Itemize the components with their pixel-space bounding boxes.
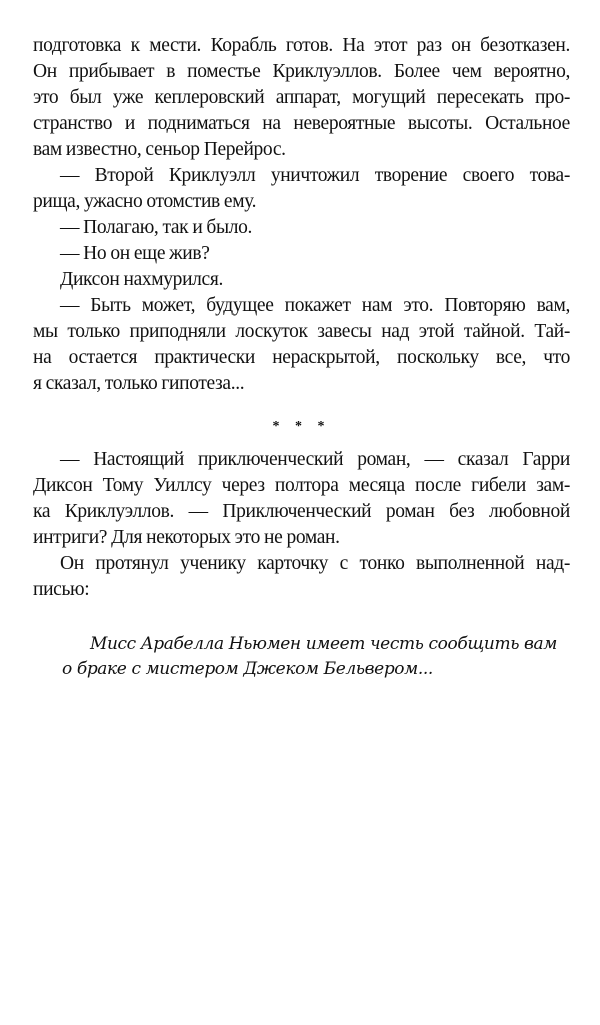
dialogue-paragraph (33, 241, 570, 267)
narration-paragraph (33, 551, 570, 603)
text-line: на остается практически нераскрытой, поскольку все, что (33, 347, 570, 368)
text-line: — Быть может, будущее покажет нам это. Повторяю вам, (60, 295, 570, 316)
text-line: Он протянул ученику карточку с тонко выполненной над- (60, 553, 570, 574)
text-line: Диксон нахмурился. (60, 269, 223, 290)
text-line: мы только приподняли лоскуток завесы над этой тайной. Тай- (33, 321, 570, 342)
text-line: подготовка к мести. Корабль готов. На этот раз он безотказен. (33, 35, 570, 56)
section-separator: * * * (272, 419, 331, 434)
text-line: — Но он еще жив? (60, 243, 210, 264)
text-line: Мисс Арабелла Ньюмен имеет честь сообщить вам (90, 634, 557, 654)
dialogue-paragraph (33, 293, 570, 397)
text-line: это был уже кеплеровский аппарат, могущий пересекать про- (33, 87, 570, 108)
section-1 (33, 33, 570, 397)
book-page (33, 33, 570, 682)
card-text (62, 632, 557, 682)
dialogue-paragraph (33, 447, 570, 551)
dialogue-paragraph (33, 163, 570, 215)
narration-paragraph (33, 267, 570, 293)
text-line: писью: (33, 579, 90, 600)
text-line: вам известно, сеньор Перейрос. (33, 139, 286, 160)
text-line: рища, ужасно отомстив ему. (33, 191, 257, 212)
text-line: ка Криклуэллов. — Приключенческий роман без любовной (33, 501, 570, 522)
text-line: я сказал, только гипотеза... (33, 373, 245, 394)
text-line: о браке с мистером Джеком Бельвером... (62, 659, 433, 679)
text-line: — Настоящий приключенческий роман, — сказал Гарри (60, 449, 570, 470)
text-line: — Полагаю, так и было. (60, 217, 253, 238)
text-line: Диксон Тому Уиллсу через полтора месяца после гибели зам- (33, 475, 570, 496)
section-2 (33, 447, 570, 603)
text-line: Он прибывает в поместье Криклуэллов. Более чем вероятно, (33, 61, 570, 82)
text-line: странство и подниматься на невероятные высоты. Остальное (33, 113, 570, 134)
text-line: интриги? Для некоторых это не роман. (33, 527, 340, 548)
dialogue-paragraph (33, 215, 570, 241)
paragraph (33, 33, 570, 163)
text-line: — Второй Криклуэлл уничтожил творение своего това- (60, 165, 570, 186)
card-inscription (33, 632, 557, 682)
